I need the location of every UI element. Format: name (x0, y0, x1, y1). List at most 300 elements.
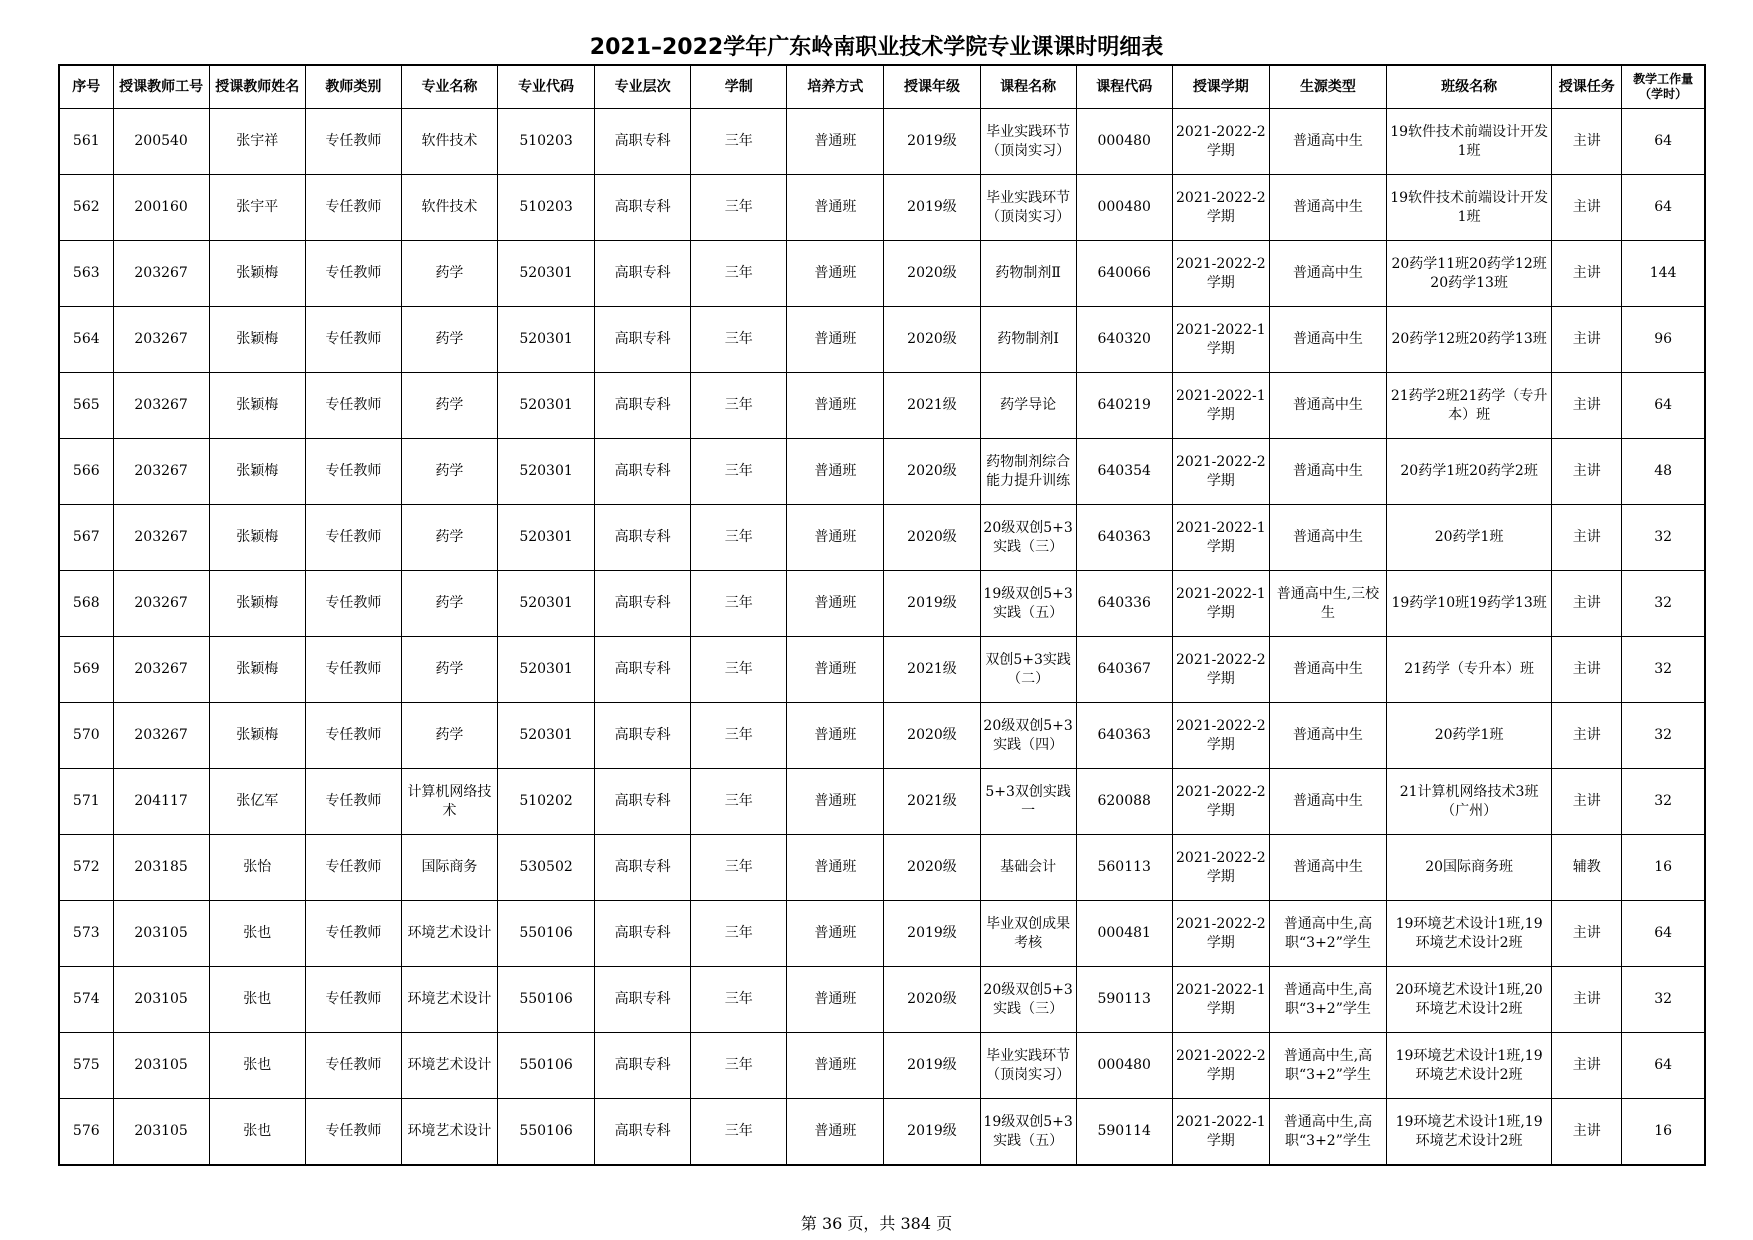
cell-major-level: 高职专科 (595, 769, 691, 835)
cell-major-code: 520301 (498, 637, 595, 703)
cell-semester: 2021-2022-2学期 (1172, 439, 1269, 505)
cell-major-name: 药学 (401, 637, 497, 703)
cell-student-source: 普通高中生 (1269, 307, 1386, 373)
cell-workload: 64 (1622, 109, 1705, 175)
cell-course-name: 20级双创5+3实践（四） (980, 703, 1076, 769)
cell-grade: 2019级 (884, 109, 980, 175)
header-col-teacher-type: 教师类别 (305, 65, 401, 109)
cell-duration: 三年 (691, 835, 787, 901)
cell-class-name: 19软件技术前端设计开发1班 (1387, 109, 1552, 175)
cell-semester: 2021-2022-2学期 (1172, 637, 1269, 703)
cell-grade: 2020级 (884, 505, 980, 571)
table-row (59, 901, 1705, 967)
cell-student-source: 普通高中生 (1269, 109, 1386, 175)
cell-seq: 573 (59, 901, 113, 967)
header-col-major-code: 专业代码 (498, 65, 595, 109)
cell-seq: 576 (59, 1099, 113, 1166)
cell-teacher-type: 专任教师 (305, 637, 401, 703)
table-row (59, 109, 1705, 175)
cell-training-mode: 普通班 (787, 439, 884, 505)
cell-semester: 2021-2022-2学期 (1172, 835, 1269, 901)
cell-grade: 2019级 (884, 901, 980, 967)
cell-training-mode: 普通班 (787, 175, 884, 241)
cell-grade: 2019级 (884, 1033, 980, 1099)
cell-teacher-id: 203267 (113, 703, 209, 769)
cell-teacher-type: 专任教师 (305, 571, 401, 637)
cell-student-source: 普通高中生,高职“3+2”学生 (1269, 967, 1386, 1033)
cell-teacher-id: 203105 (113, 1099, 209, 1166)
cell-workload: 64 (1622, 175, 1705, 241)
cell-major-name: 计算机网络技术 (401, 769, 497, 835)
cell-course-name: 毕业实践环节（顶岗实习） (980, 1033, 1076, 1099)
cell-course-code: 590113 (1076, 967, 1172, 1033)
cell-training-mode: 普通班 (787, 505, 884, 571)
table-row (59, 241, 1705, 307)
cell-task: 主讲 (1552, 439, 1622, 505)
header-col-course-code: 课程代码 (1076, 65, 1172, 109)
cell-major-name: 药学 (401, 439, 497, 505)
page-footer: 第 36 页，共 384 页 (800, 1214, 953, 1233)
cell-course-name: 毕业实践环节（顶岗实习） (980, 109, 1076, 175)
cell-seq: 567 (59, 505, 113, 571)
cell-major-code: 520301 (498, 241, 595, 307)
cell-grade: 2021级 (884, 769, 980, 835)
cell-major-code: 520301 (498, 571, 595, 637)
cell-teacher-type: 专任教师 (305, 439, 401, 505)
cell-workload: 48 (1622, 439, 1705, 505)
cell-course-name: 药物制剂Ⅱ (980, 241, 1076, 307)
header-col-class-name: 班级名称 (1387, 65, 1552, 109)
table-row (59, 637, 1705, 703)
cell-major-name: 软件技术 (401, 109, 497, 175)
cell-task: 主讲 (1552, 109, 1622, 175)
cell-workload: 16 (1622, 1099, 1705, 1166)
cell-duration: 三年 (691, 175, 787, 241)
course-hours-table (58, 64, 1706, 1166)
cell-task: 主讲 (1552, 769, 1622, 835)
cell-student-source: 普通高中生 (1269, 769, 1386, 835)
cell-course-name: 双创5+3实践（二） (980, 637, 1076, 703)
table-row (59, 439, 1705, 505)
cell-class-name: 19环境艺术设计1班,19环境艺术设计2班 (1387, 1099, 1552, 1166)
cell-major-level: 高职专科 (595, 1099, 691, 1166)
cell-course-name: 19级双创5+3实践（五） (980, 571, 1076, 637)
cell-task: 主讲 (1552, 1099, 1622, 1166)
cell-major-code: 550106 (498, 1033, 595, 1099)
cell-major-name: 药学 (401, 373, 497, 439)
cell-major-level: 高职专科 (595, 703, 691, 769)
header-col-teacher-name: 授课教师姓名 (209, 65, 305, 109)
cell-major-code: 550106 (498, 967, 595, 1033)
cell-seq: 574 (59, 967, 113, 1033)
header-col-grade: 授课年级 (884, 65, 980, 109)
cell-training-mode: 普通班 (787, 1033, 884, 1099)
cell-teacher-name: 张颖梅 (209, 373, 305, 439)
cell-training-mode: 普通班 (787, 703, 884, 769)
cell-major-name: 环境艺术设计 (401, 967, 497, 1033)
table-row (59, 835, 1705, 901)
page-title: 2021–2022学年广东岭南职业技术学院专业课课时明细表 (589, 35, 1164, 60)
cell-class-name: 20药学1班20药学2班 (1387, 439, 1552, 505)
cell-workload: 32 (1622, 505, 1705, 571)
table-row (59, 307, 1705, 373)
cell-task: 主讲 (1552, 175, 1622, 241)
cell-teacher-name: 张颖梅 (209, 637, 305, 703)
cell-seq: 561 (59, 109, 113, 175)
header-col-student-source: 生源类型 (1269, 65, 1386, 109)
cell-workload: 32 (1622, 637, 1705, 703)
cell-semester: 2021-2022-2学期 (1172, 241, 1269, 307)
cell-teacher-id: 203267 (113, 439, 209, 505)
cell-teacher-id: 204117 (113, 769, 209, 835)
cell-workload: 32 (1622, 967, 1705, 1033)
cell-student-source: 普通高中生 (1269, 175, 1386, 241)
cell-major-level: 高职专科 (595, 109, 691, 175)
cell-grade: 2020级 (884, 307, 980, 373)
cell-workload: 32 (1622, 769, 1705, 835)
cell-teacher-id: 203267 (113, 571, 209, 637)
table-row (59, 373, 1705, 439)
cell-major-code: 510203 (498, 109, 595, 175)
header-col-major-name: 专业名称 (401, 65, 497, 109)
cell-training-mode: 普通班 (787, 901, 884, 967)
cell-seq: 564 (59, 307, 113, 373)
cell-teacher-name: 张宇祥 (209, 109, 305, 175)
cell-seq: 569 (59, 637, 113, 703)
cell-class-name: 21计算机网络技术3班（广州） (1387, 769, 1552, 835)
cell-teacher-name: 张也 (209, 967, 305, 1033)
cell-task: 主讲 (1552, 307, 1622, 373)
cell-teacher-id: 200160 (113, 175, 209, 241)
cell-teacher-id: 203267 (113, 307, 209, 373)
cell-class-name: 21药学2班21药学（专升本）班 (1387, 373, 1552, 439)
cell-seq: 565 (59, 373, 113, 439)
cell-duration: 三年 (691, 505, 787, 571)
cell-teacher-type: 专任教师 (305, 1033, 401, 1099)
cell-teacher-name: 张颖梅 (209, 505, 305, 571)
cell-teacher-type: 专任教师 (305, 1099, 401, 1166)
cell-workload: 64 (1622, 1033, 1705, 1099)
cell-major-level: 高职专科 (595, 1033, 691, 1099)
cell-class-name: 20国际商务班 (1387, 835, 1552, 901)
cell-teacher-name: 张颖梅 (209, 703, 305, 769)
cell-grade: 2019级 (884, 1099, 980, 1166)
table-row (59, 967, 1705, 1033)
cell-major-name: 环境艺术设计 (401, 1033, 497, 1099)
cell-semester: 2021-2022-2学期 (1172, 901, 1269, 967)
cell-duration: 三年 (691, 769, 787, 835)
cell-teacher-name: 张亿军 (209, 769, 305, 835)
cell-task: 辅教 (1552, 835, 1622, 901)
cell-major-code: 510202 (498, 769, 595, 835)
cell-workload: 32 (1622, 703, 1705, 769)
header-col-task: 授课任务 (1552, 65, 1622, 109)
cell-course-name: 药物制剂I (980, 307, 1076, 373)
cell-teacher-id: 203267 (113, 505, 209, 571)
cell-major-code: 520301 (498, 505, 595, 571)
cell-major-level: 高职专科 (595, 901, 691, 967)
cell-training-mode: 普通班 (787, 109, 884, 175)
cell-workload: 144 (1622, 241, 1705, 307)
cell-teacher-type: 专任教师 (305, 901, 401, 967)
cell-major-level: 高职专科 (595, 307, 691, 373)
cell-teacher-type: 专任教师 (305, 967, 401, 1033)
header-col-seq: 序号 (59, 65, 113, 109)
cell-semester: 2021-2022-2学期 (1172, 175, 1269, 241)
cell-major-name: 环境艺术设计 (401, 901, 497, 967)
cell-teacher-type: 专任教师 (305, 109, 401, 175)
cell-training-mode: 普通班 (787, 1099, 884, 1166)
cell-teacher-id: 203105 (113, 967, 209, 1033)
cell-major-level: 高职专科 (595, 241, 691, 307)
cell-major-name: 药学 (401, 505, 497, 571)
cell-task: 主讲 (1552, 703, 1622, 769)
cell-course-name: 药学导论 (980, 373, 1076, 439)
cell-student-source: 普通高中生,高职“3+2”学生 (1269, 1099, 1386, 1166)
cell-workload: 32 (1622, 571, 1705, 637)
cell-teacher-name: 张宇平 (209, 175, 305, 241)
cell-semester: 2021-2022-1学期 (1172, 373, 1269, 439)
cell-course-name: 5+3双创实践一 (980, 769, 1076, 835)
cell-major-level: 高职专科 (595, 439, 691, 505)
table-row (59, 1099, 1705, 1166)
cell-major-code: 520301 (498, 307, 595, 373)
cell-course-code: 000481 (1076, 901, 1172, 967)
cell-major-code: 520301 (498, 703, 595, 769)
cell-semester: 2021-2022-2学期 (1172, 703, 1269, 769)
cell-training-mode: 普通班 (787, 241, 884, 307)
header-col-training-mode: 培养方式 (787, 65, 884, 109)
cell-teacher-id: 203185 (113, 835, 209, 901)
cell-major-name: 药学 (401, 307, 497, 373)
header-col-duration: 学制 (691, 65, 787, 109)
cell-major-level: 高职专科 (595, 373, 691, 439)
cell-teacher-name: 张颖梅 (209, 241, 305, 307)
cell-teacher-id: 203105 (113, 901, 209, 967)
cell-teacher-name: 张也 (209, 901, 305, 967)
cell-course-code: 640066 (1076, 241, 1172, 307)
cell-task: 主讲 (1552, 373, 1622, 439)
cell-course-code: 640363 (1076, 505, 1172, 571)
cell-duration: 三年 (691, 637, 787, 703)
header-col-teacher-id: 授课教师工号 (113, 65, 209, 109)
cell-class-name: 19软件技术前端设计开发1班 (1387, 175, 1552, 241)
cell-major-name: 国际商务 (401, 835, 497, 901)
cell-class-name: 19药学10班19药学13班 (1387, 571, 1552, 637)
cell-major-level: 高职专科 (595, 967, 691, 1033)
cell-teacher-type: 专任教师 (305, 505, 401, 571)
cell-duration: 三年 (691, 241, 787, 307)
cell-duration: 三年 (691, 1033, 787, 1099)
cell-seq: 575 (59, 1033, 113, 1099)
cell-course-code: 000480 (1076, 175, 1172, 241)
cell-task: 主讲 (1552, 637, 1622, 703)
cell-student-source: 普通高中生 (1269, 835, 1386, 901)
cell-course-name: 基础会计 (980, 835, 1076, 901)
table-row (59, 1033, 1705, 1099)
cell-course-code: 000480 (1076, 1033, 1172, 1099)
cell-class-name: 19环境艺术设计1班,19环境艺术设计2班 (1387, 1033, 1552, 1099)
cell-seq: 568 (59, 571, 113, 637)
cell-major-level: 高职专科 (595, 835, 691, 901)
cell-teacher-name: 张也 (209, 1099, 305, 1166)
cell-class-name: 20药学1班 (1387, 703, 1552, 769)
cell-task: 主讲 (1552, 241, 1622, 307)
cell-semester: 2021-2022-1学期 (1172, 967, 1269, 1033)
cell-duration: 三年 (691, 1099, 787, 1166)
header-col-semester: 授课学期 (1172, 65, 1269, 109)
cell-duration: 三年 (691, 703, 787, 769)
table-row (59, 769, 1705, 835)
cell-workload: 16 (1622, 835, 1705, 901)
cell-course-code: 640219 (1076, 373, 1172, 439)
cell-duration: 三年 (691, 373, 787, 439)
cell-major-code: 520301 (498, 373, 595, 439)
cell-semester: 2021-2022-1学期 (1172, 307, 1269, 373)
cell-task: 主讲 (1552, 901, 1622, 967)
cell-student-source: 普通高中生 (1269, 703, 1386, 769)
cell-seq: 563 (59, 241, 113, 307)
table-row (59, 571, 1705, 637)
cell-student-source: 普通高中生 (1269, 373, 1386, 439)
cell-training-mode: 普通班 (787, 571, 884, 637)
cell-major-level: 高职专科 (595, 175, 691, 241)
cell-duration: 三年 (691, 901, 787, 967)
cell-course-name: 19级双创5+3实践（五） (980, 1099, 1076, 1166)
cell-major-level: 高职专科 (595, 505, 691, 571)
cell-course-code: 640367 (1076, 637, 1172, 703)
cell-seq: 572 (59, 835, 113, 901)
cell-class-name: 20药学11班20药学12班20药学13班 (1387, 241, 1552, 307)
cell-grade: 2020级 (884, 439, 980, 505)
cell-grade: 2019级 (884, 571, 980, 637)
cell-course-code: 640336 (1076, 571, 1172, 637)
cell-workload: 64 (1622, 373, 1705, 439)
cell-course-name: 毕业双创成果考核 (980, 901, 1076, 967)
cell-major-name: 药学 (401, 241, 497, 307)
cell-major-code: 550106 (498, 1099, 595, 1166)
cell-course-name: 20级双创5+3实践（三） (980, 505, 1076, 571)
cell-workload: 96 (1622, 307, 1705, 373)
cell-class-name: 20药学1班 (1387, 505, 1552, 571)
cell-teacher-type: 专任教师 (305, 703, 401, 769)
cell-teacher-type: 专任教师 (305, 241, 401, 307)
cell-semester: 2021-2022-2学期 (1172, 109, 1269, 175)
cell-major-code: 510203 (498, 175, 595, 241)
cell-teacher-type: 专任教师 (305, 835, 401, 901)
cell-duration: 三年 (691, 967, 787, 1033)
cell-course-name: 毕业实践环节（顶岗实习） (980, 175, 1076, 241)
cell-course-code: 640320 (1076, 307, 1172, 373)
cell-teacher-type: 专任教师 (305, 175, 401, 241)
cell-task: 主讲 (1552, 1033, 1622, 1099)
cell-semester: 2021-2022-2学期 (1172, 1033, 1269, 1099)
cell-seq: 571 (59, 769, 113, 835)
cell-training-mode: 普通班 (787, 637, 884, 703)
cell-seq: 562 (59, 175, 113, 241)
cell-grade: 2020级 (884, 703, 980, 769)
cell-grade: 2020级 (884, 241, 980, 307)
cell-course-code: 640363 (1076, 703, 1172, 769)
table-row (59, 505, 1705, 571)
cell-training-mode: 普通班 (787, 373, 884, 439)
cell-course-name: 药物制剂综合能力提升训练 (980, 439, 1076, 505)
table-body (59, 109, 1705, 1166)
cell-task: 主讲 (1552, 505, 1622, 571)
cell-training-mode: 普通班 (787, 835, 884, 901)
cell-seq: 570 (59, 703, 113, 769)
cell-seq: 566 (59, 439, 113, 505)
cell-student-source: 普通高中生 (1269, 439, 1386, 505)
cell-class-name: 21药学（专升本）班 (1387, 637, 1552, 703)
cell-major-name: 药学 (401, 703, 497, 769)
cell-grade: 2020级 (884, 835, 980, 901)
cell-grade: 2021级 (884, 637, 980, 703)
table-row (59, 175, 1705, 241)
cell-teacher-name: 张颖梅 (209, 439, 305, 505)
cell-duration: 三年 (691, 307, 787, 373)
cell-semester: 2021-2022-1学期 (1172, 1099, 1269, 1166)
cell-teacher-name: 张也 (209, 1033, 305, 1099)
cell-duration: 三年 (691, 439, 787, 505)
cell-duration: 三年 (691, 109, 787, 175)
cell-class-name: 19环境艺术设计1班,19环境艺术设计2班 (1387, 901, 1552, 967)
cell-major-name: 环境艺术设计 (401, 1099, 497, 1166)
cell-grade: 2019级 (884, 175, 980, 241)
cell-course-code: 560113 (1076, 835, 1172, 901)
cell-major-code: 530502 (498, 835, 595, 901)
cell-task: 主讲 (1552, 967, 1622, 1033)
cell-major-level: 高职专科 (595, 571, 691, 637)
cell-task: 主讲 (1552, 571, 1622, 637)
cell-teacher-name: 张颖梅 (209, 571, 305, 637)
cell-teacher-name: 张怡 (209, 835, 305, 901)
cell-student-source: 普通高中生 (1269, 637, 1386, 703)
cell-duration: 三年 (691, 571, 787, 637)
cell-grade: 2020级 (884, 967, 980, 1033)
cell-major-code: 520301 (498, 439, 595, 505)
cell-student-source: 普通高中生 (1269, 241, 1386, 307)
cell-student-source: 普通高中生,三校生 (1269, 571, 1386, 637)
cell-teacher-id: 203267 (113, 373, 209, 439)
cell-course-code: 620088 (1076, 769, 1172, 835)
cell-major-name: 药学 (401, 571, 497, 637)
cell-major-name: 软件技术 (401, 175, 497, 241)
cell-major-level: 高职专科 (595, 637, 691, 703)
cell-training-mode: 普通班 (787, 967, 884, 1033)
cell-semester: 2021-2022-1学期 (1172, 505, 1269, 571)
cell-teacher-id: 203267 (113, 637, 209, 703)
cell-course-code: 000480 (1076, 109, 1172, 175)
cell-major-code: 550106 (498, 901, 595, 967)
cell-teacher-id: 203267 (113, 241, 209, 307)
cell-semester: 2021-2022-2学期 (1172, 769, 1269, 835)
cell-training-mode: 普通班 (787, 307, 884, 373)
cell-teacher-type: 专任教师 (305, 373, 401, 439)
cell-teacher-type: 专任教师 (305, 769, 401, 835)
cell-student-source: 普通高中生 (1269, 505, 1386, 571)
cell-teacher-id: 203105 (113, 1033, 209, 1099)
cell-grade: 2021级 (884, 373, 980, 439)
cell-course-name: 20级双创5+3实践（三） (980, 967, 1076, 1033)
cell-course-code: 590114 (1076, 1099, 1172, 1166)
cell-teacher-id: 200540 (113, 109, 209, 175)
cell-course-code: 640354 (1076, 439, 1172, 505)
table-row (59, 703, 1705, 769)
cell-training-mode: 普通班 (787, 769, 884, 835)
cell-workload: 64 (1622, 901, 1705, 967)
cell-student-source: 普通高中生,高职“3+2”学生 (1269, 1033, 1386, 1099)
